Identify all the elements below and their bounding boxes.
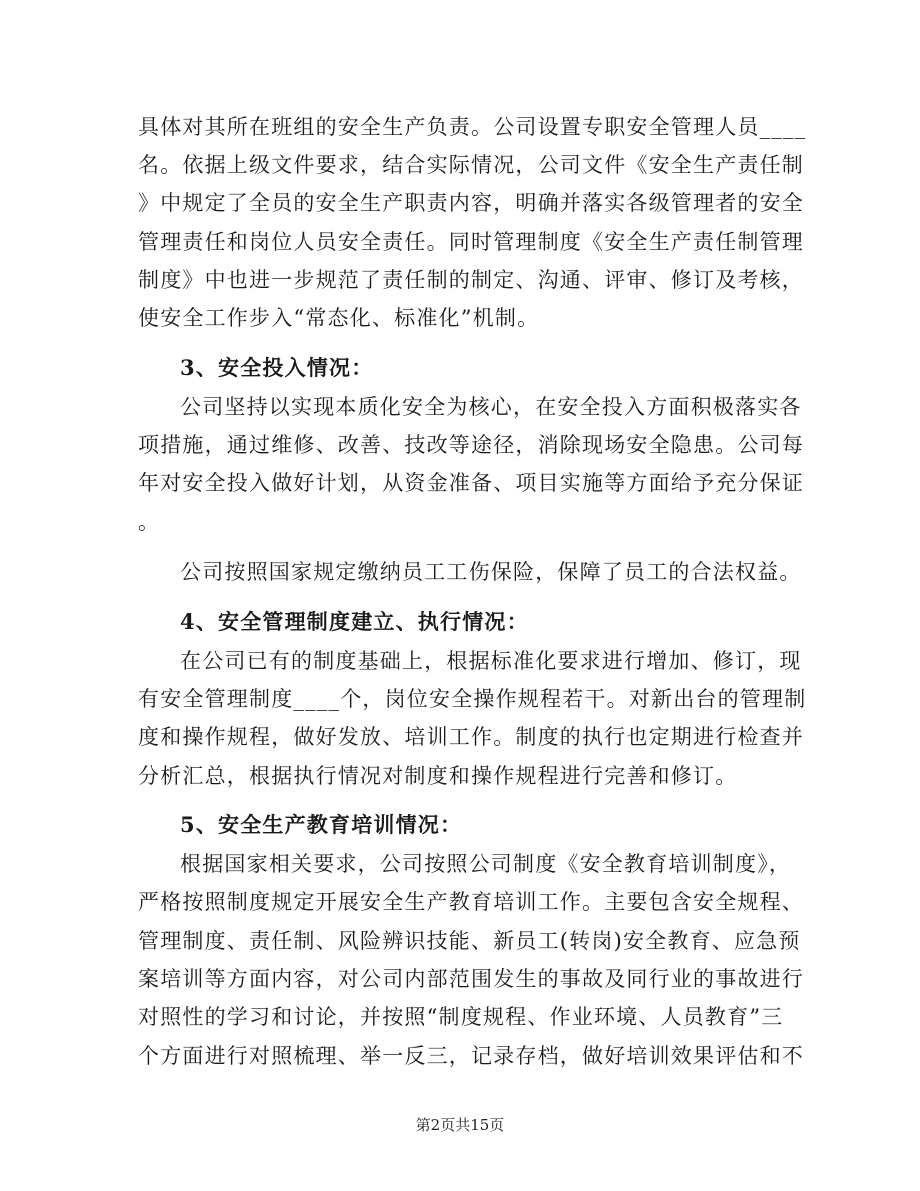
paragraph-line: 对照性的学习和讨论，并按照“制度规程、作业环境、人员教育”三	[138, 1005, 784, 1029]
paragraph-line: 制度》中也进一步规范了责任制的制定、沟通、评审、修订及考核，	[138, 268, 804, 292]
section-heading-4: 4、安全管理制度建立、执行情况：	[180, 609, 529, 634]
paragraph-line: 严格按照制度规定开展安全生产教育培训工作。主要包含安全规程、	[138, 890, 804, 914]
paragraph-line: 名。依据上级文件要求，结合实际情况，公司文件《安全生产责任制	[138, 153, 804, 177]
paragraph-line: 具体对其所在班组的安全生产负责。公司设置专职安全管理人员____	[138, 115, 807, 139]
paragraph-line: 案培训等方面内容，对公司内部范围发生的事故及同行业的事故进行	[138, 967, 804, 991]
paragraph-line: 管理制度、责任制、风险辨识技能、新员工(转岗)安全教育、应急预	[138, 929, 801, 953]
paragraph-line: 公司坚持以实现本质化安全为核心，在安全投入方面积极落实各	[180, 395, 802, 419]
section-heading-5: 5、安全生产教育培训情况：	[180, 812, 463, 837]
page-number: 第2页共15页	[415, 1116, 505, 1134]
paragraph-line: 分析汇总，根据执行情况对制度和操作规程进行完善和修订。	[138, 764, 738, 788]
paragraph-line: 个方面进行对照梳理、举一反三，记录存档，做好培训效果评估和不	[138, 1044, 804, 1068]
paragraph-line: 。	[138, 510, 161, 534]
paragraph-line: 有安全管理制度____个，岗位安全操作规程若干。对新出台的管理制	[138, 687, 807, 711]
paragraph-line: 度和操作规程，做好发放、培训工作。制度的执行也定期进行检查并	[138, 725, 804, 749]
paragraph-line: 年对安全投入做好计划，从资金准备、项目实施等方面给予充分保证	[138, 471, 804, 495]
paragraph-line: 在公司已有的制度基础上，根据标准化要求进行增加、修订，现	[180, 649, 802, 673]
paragraph-line: 根据国家相关要求，公司按照公司制度《安全教育培训制度》，	[180, 852, 792, 876]
paragraph-line: 项措施，通过维修、改善、技改等途径，消除现场安全隐患。公司每	[138, 433, 804, 457]
section-heading-3: 3、安全投入情况：	[180, 355, 374, 380]
paragraph-line: 公司按照国家规定缴纳员工工伤保险，保障了员工的合法权益。	[180, 560, 802, 584]
paragraph-line: 管理责任和岗位人员安全责任。同时管理制度《安全生产责任制管理	[138, 230, 804, 254]
paragraph-line: 使安全工作步入“常态化、标准化”机制。	[138, 306, 540, 330]
paragraph-line: 》中规定了全员的安全生产职责内容，明确并落实各级管理者的安全	[138, 191, 804, 215]
